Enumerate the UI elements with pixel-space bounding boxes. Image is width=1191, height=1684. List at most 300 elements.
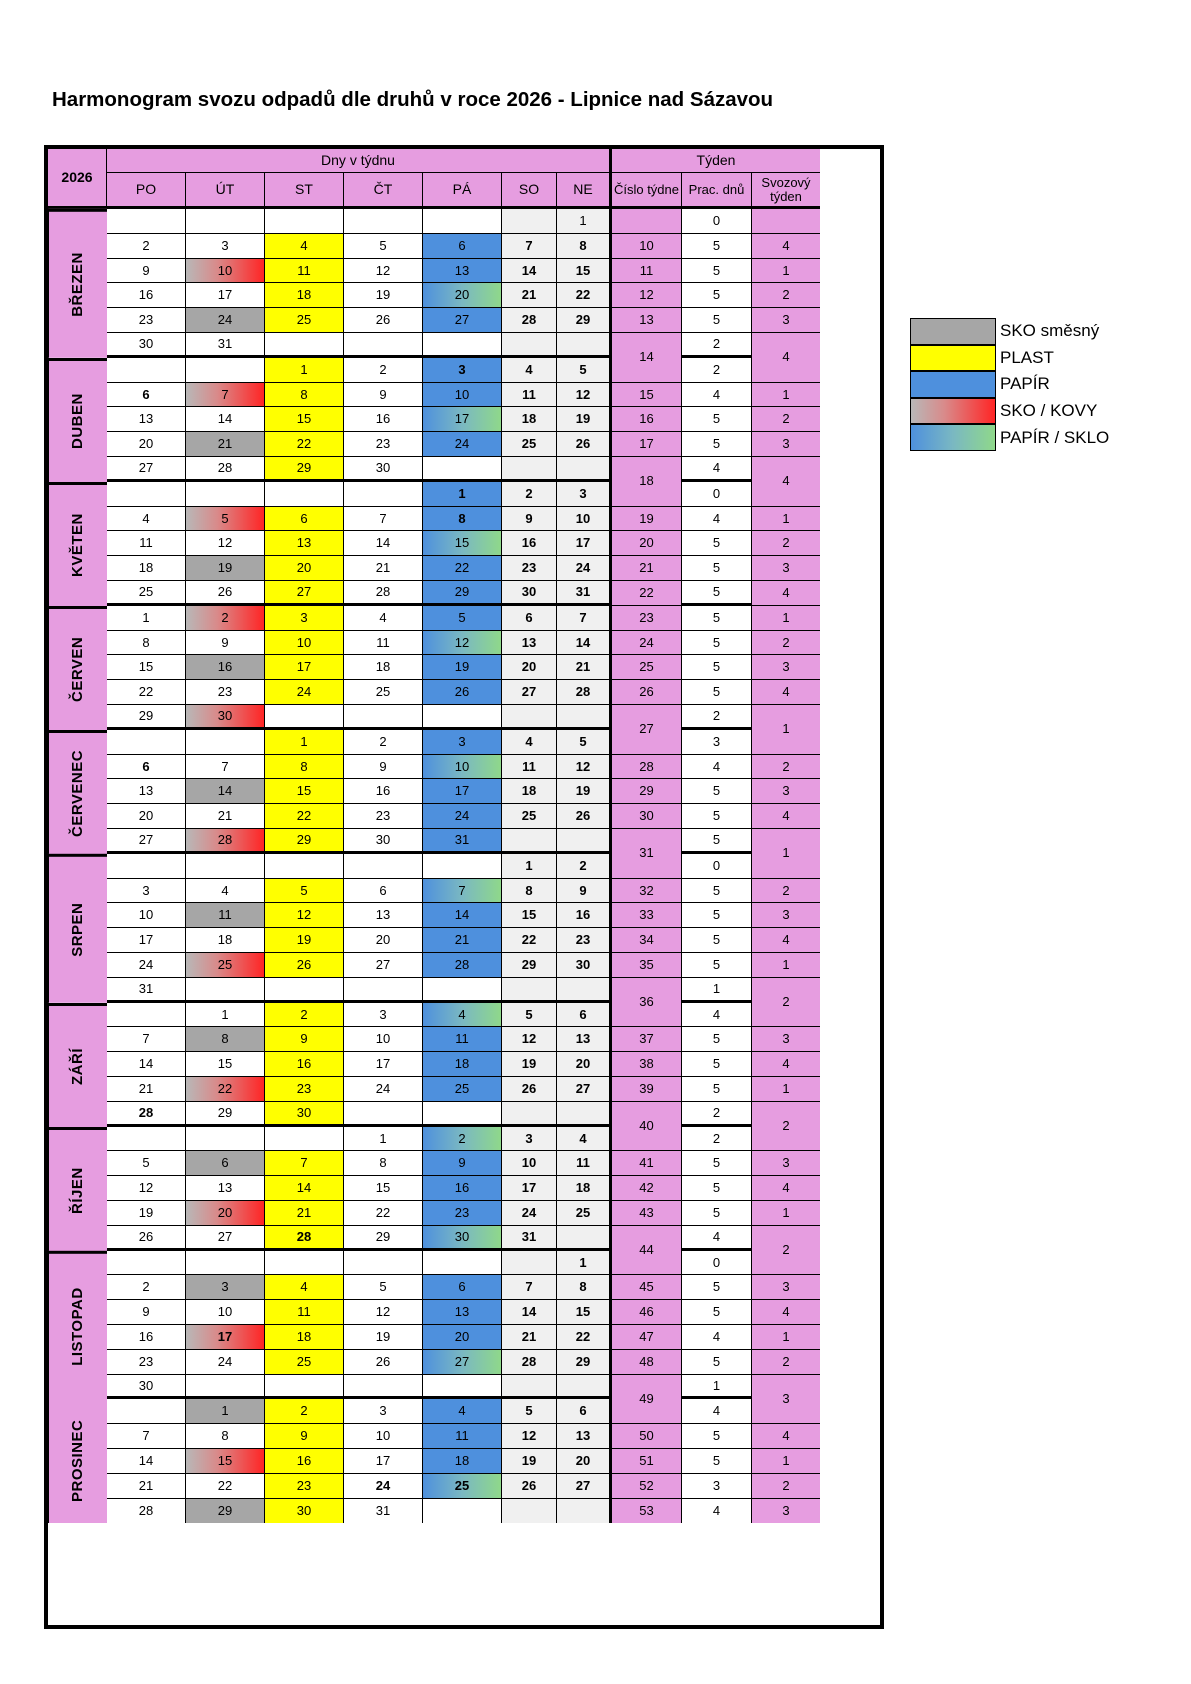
day-cell-mon: 11 (107, 531, 186, 556)
days-group-header: Dny v týdnu (107, 149, 612, 173)
work-days-cell: 4 (682, 383, 752, 408)
day-cell-wed: 4 (265, 1275, 344, 1300)
work-days-cell: 5 (682, 655, 752, 680)
day-cell-thu: 11 (344, 631, 423, 656)
day-cell-fri: 31 (423, 829, 502, 854)
schedule-table (44, 145, 884, 1629)
day-cell-wed: 28 (265, 1226, 344, 1251)
day-cell-sun (557, 705, 612, 730)
day-cell-wed: 1 (265, 730, 344, 755)
day-cell-wed: 10 (265, 631, 344, 656)
day-cell-mon: 9 (107, 259, 186, 284)
day-cell-thu (344, 1102, 423, 1127)
day-cell-tue: 7 (186, 755, 265, 780)
day-cell-fri (423, 1251, 502, 1276)
day-cell-fri (423, 854, 502, 879)
day-cell-thu: 13 (344, 903, 423, 928)
day-cell-wed: 14 (265, 1176, 344, 1201)
day-cell-tue (186, 358, 265, 383)
week-number-cell: 33 (612, 903, 682, 928)
collection-week-cell: 3 (752, 1151, 820, 1176)
day-cell-sun: 20 (557, 1052, 612, 1077)
day-cell-tue: 6 (186, 1151, 265, 1176)
collection-week-cell: 3 (752, 308, 820, 333)
day-cell-mon: 13 (107, 779, 186, 804)
day-cell-thu (344, 1375, 423, 1400)
day-cell-thu: 25 (344, 680, 423, 705)
work-days-cell: 0 (682, 482, 752, 507)
collection-week-cell: 3 (752, 779, 820, 804)
collection-week-cell: 1 (752, 606, 820, 631)
work-days-cell: 4 (682, 457, 752, 482)
day-cell-wed: 7 (265, 1151, 344, 1176)
day-cell-wed: 26 (265, 953, 344, 978)
work-days-cell: 4 (682, 1499, 752, 1524)
work-days-cell: 5 (682, 631, 752, 656)
day-cell-wed: 18 (265, 1325, 344, 1350)
day-cell-sat (502, 1499, 557, 1524)
day-cell-tue (186, 209, 265, 234)
collection-week-cell: 2 (752, 755, 820, 780)
week-number-cell: 48 (612, 1350, 682, 1375)
work-days-cell: 0 (682, 854, 752, 879)
day-cell-thu: 27 (344, 953, 423, 978)
day-cell-thu (344, 854, 423, 879)
day-cell-sat: 26 (502, 1077, 557, 1102)
week-number-header: Číslo týdne (612, 173, 682, 209)
day-cell-fri: 20 (423, 283, 502, 308)
month-label: SRPEN (48, 854, 107, 1003)
day-cell-thu: 23 (344, 432, 423, 457)
day-cell-sun: 22 (557, 1325, 612, 1350)
day-cell-thu: 28 (344, 581, 423, 606)
collection-week-cell: 1 (752, 507, 820, 532)
week-number-cell (612, 209, 682, 234)
day-cell-sun (557, 1375, 612, 1400)
month-label: ŘÍJEN (48, 1127, 107, 1251)
day-cell-sun: 14 (557, 631, 612, 656)
collection-week-cell: 1 (752, 829, 820, 879)
day-cell-tue (186, 1251, 265, 1276)
day-cell-wed (265, 978, 344, 1003)
week-number-cell: 28 (612, 755, 682, 780)
day-cell-mon: 25 (107, 581, 186, 606)
day-cell-tue: 27 (186, 1226, 265, 1251)
day-cell-mon: 6 (107, 383, 186, 408)
day-cell-fri: 19 (423, 655, 502, 680)
work-days-cell: 4 (682, 1003, 752, 1028)
day-cell-thu (344, 482, 423, 507)
day-cell-tue (186, 1127, 265, 1152)
day-cell-tue: 24 (186, 308, 265, 333)
day-cell-sat: 5 (502, 1399, 557, 1424)
day-cell-mon (107, 1127, 186, 1152)
collection-week-cell: 2 (752, 978, 820, 1028)
day-cell-wed: 6 (265, 507, 344, 532)
day-cell-mon: 16 (107, 283, 186, 308)
day-cell-wed: 3 (265, 606, 344, 631)
legend-swatch (910, 371, 996, 398)
day-cell-tue: 18 (186, 928, 265, 953)
day-cell-tue: 22 (186, 1474, 265, 1499)
legend-item (910, 398, 1109, 425)
day-cell-sun: 20 (557, 1449, 612, 1474)
collection-week-cell: 4 (752, 804, 820, 829)
week-number-cell: 17 (612, 432, 682, 457)
day-cell-wed: 30 (265, 1102, 344, 1127)
day-cell-thu: 3 (344, 1399, 423, 1424)
week-number-cell: 43 (612, 1201, 682, 1226)
day-cell-sat: 13 (502, 631, 557, 656)
day-cell-sun: 12 (557, 755, 612, 780)
day-cell-sat: 9 (502, 507, 557, 532)
day-cell-mon: 2 (107, 234, 186, 259)
day-cell-fri: 18 (423, 1052, 502, 1077)
day-cell-tue (186, 854, 265, 879)
day-cell-sat (502, 705, 557, 730)
work-days-cell: 5 (682, 1077, 752, 1102)
collection-week-cell: 4 (752, 234, 820, 259)
day-cell-sun: 29 (557, 308, 612, 333)
day-cell-fri: 27 (423, 1350, 502, 1375)
legend-item (910, 371, 1109, 398)
day-cell-sun: 1 (557, 209, 612, 234)
month-label: DUBEN (48, 358, 107, 482)
day-cell-thu: 17 (344, 1052, 423, 1077)
collection-week-cell: 3 (752, 655, 820, 680)
collection-week-cell: 1 (752, 1201, 820, 1226)
day-cell-wed: 11 (265, 259, 344, 284)
day-cell-thu: 1 (344, 1127, 423, 1152)
day-cell-fri: 14 (423, 903, 502, 928)
day-cell-wed: 1 (265, 358, 344, 383)
day-cell-sat: 20 (502, 655, 557, 680)
day-cell-sat: 18 (502, 407, 557, 432)
work-days-cell: 5 (682, 953, 752, 978)
day-cell-mon: 17 (107, 928, 186, 953)
day-cell-wed: 2 (265, 1003, 344, 1028)
day-cell-sun: 13 (557, 1424, 612, 1449)
collection-week-cell: 2 (752, 531, 820, 556)
day-cell-mon: 16 (107, 1325, 186, 1350)
week-number-cell: 23 (612, 606, 682, 631)
week-number-cell: 27 (612, 705, 682, 755)
day-cell-tue: 19 (186, 556, 265, 581)
day-cell-mon (107, 358, 186, 383)
day-cell-wed: 16 (265, 1052, 344, 1077)
day-cell-thu: 10 (344, 1027, 423, 1052)
legend-item (910, 424, 1109, 451)
day-cell-sat: 14 (502, 259, 557, 284)
week-number-cell: 40 (612, 1102, 682, 1152)
work-days-cell: 5 (682, 234, 752, 259)
week-number-cell: 26 (612, 680, 682, 705)
collection-week-cell: 2 (752, 631, 820, 656)
day-cell-wed (265, 1127, 344, 1152)
day-cell-mon: 19 (107, 1201, 186, 1226)
collection-week-cell: 2 (752, 1474, 820, 1499)
day-cell-mon: 8 (107, 631, 186, 656)
legend-swatch (910, 398, 996, 425)
week-number-cell: 50 (612, 1424, 682, 1449)
day-cell-fri: 10 (423, 755, 502, 780)
day-cell-wed: 24 (265, 680, 344, 705)
day-cell-tue: 26 (186, 581, 265, 606)
day-cell-fri: 22 (423, 556, 502, 581)
day-cell-sun: 30 (557, 953, 612, 978)
day-cell-wed: 2 (265, 1399, 344, 1424)
day-cell-sat: 16 (502, 531, 557, 556)
work-days-cell: 2 (682, 1127, 752, 1152)
day-cell-thu: 29 (344, 1226, 423, 1251)
day-cell-sat: 1 (502, 854, 557, 879)
day-cell-fri: 16 (423, 1176, 502, 1201)
collection-week-cell: 4 (752, 928, 820, 953)
collection-week-cell: 3 (752, 1275, 820, 1300)
day-cell-sun: 17 (557, 531, 612, 556)
day-cell-sat: 14 (502, 1300, 557, 1325)
day-cell-sat: 12 (502, 1424, 557, 1449)
day-cell-wed: 22 (265, 804, 344, 829)
day-cell-sun: 15 (557, 1300, 612, 1325)
day-cell-mon: 13 (107, 407, 186, 432)
day-cell-mon: 21 (107, 1077, 186, 1102)
collection-week-cell: 4 (752, 1176, 820, 1201)
collection-week-cell: 1 (752, 1325, 820, 1350)
day-cell-fri: 27 (423, 308, 502, 333)
day-cell-sun: 31 (557, 581, 612, 606)
day-cell-mon: 6 (107, 755, 186, 780)
page-title: Harmonogram svozu odpadů dle druhů v roce 2026 - Lipnice nad Sázavou (52, 88, 774, 111)
year-header: 2026 (48, 149, 107, 209)
day-cell-sun: 13 (557, 1027, 612, 1052)
day-cell-sun: 26 (557, 432, 612, 457)
day-cell-wed: 9 (265, 1424, 344, 1449)
day-cell-thu: 19 (344, 283, 423, 308)
legend-item (910, 318, 1109, 345)
work-days-cell: 5 (682, 1201, 752, 1226)
collection-week-cell: 3 (752, 432, 820, 457)
day-cell-sat: 7 (502, 234, 557, 259)
day-cell-tue: 30 (186, 705, 265, 730)
day-cell-fri: 5 (423, 606, 502, 631)
day-cell-mon: 9 (107, 1300, 186, 1325)
day-cell-fri: 11 (423, 1424, 502, 1449)
day-cell-fri: 12 (423, 631, 502, 656)
day-cell-thu: 12 (344, 1300, 423, 1325)
collection-week-cell: 2 (752, 1226, 820, 1276)
day-cell-sat (502, 978, 557, 1003)
day-cell-sun: 26 (557, 804, 612, 829)
day-cell-fri: 17 (423, 407, 502, 432)
day-cell-tue: 20 (186, 1201, 265, 1226)
work-days-cell: 5 (682, 1027, 752, 1052)
day-cell-thu: 12 (344, 259, 423, 284)
day-cell-thu: 8 (344, 1151, 423, 1176)
day-cell-sun: 5 (557, 358, 612, 383)
day-cell-mon: 18 (107, 556, 186, 581)
day-cell-wed: 21 (265, 1201, 344, 1226)
day-cell-sat: 23 (502, 556, 557, 581)
day-cell-fri: 29 (423, 581, 502, 606)
day-cell-fri: 4 (423, 1399, 502, 1424)
work-days-cell: 5 (682, 1176, 752, 1201)
week-number-cell: 41 (612, 1151, 682, 1176)
day-cell-sat: 24 (502, 1201, 557, 1226)
day-cell-mon (107, 730, 186, 755)
day-cell-mon: 7 (107, 1424, 186, 1449)
day-cell-mon: 12 (107, 1176, 186, 1201)
collection-week-cell: 3 (752, 1375, 820, 1425)
day-cell-wed: 15 (265, 407, 344, 432)
day-cell-sat: 18 (502, 779, 557, 804)
week-number-cell: 39 (612, 1077, 682, 1102)
day-cell-mon: 23 (107, 308, 186, 333)
day-cell-sat (502, 1375, 557, 1400)
day-cell-tue: 21 (186, 432, 265, 457)
day-cell-wed: 9 (265, 1027, 344, 1052)
day-cell-sun (557, 829, 612, 854)
day-cell-mon: 10 (107, 903, 186, 928)
day-cell-sat: 6 (502, 606, 557, 631)
work-days-cell: 4 (682, 1226, 752, 1251)
work-days-cell: 1 (682, 1375, 752, 1400)
day-cell-sun: 8 (557, 1275, 612, 1300)
day-cell-fri: 26 (423, 680, 502, 705)
week-number-cell: 51 (612, 1449, 682, 1474)
day-cell-thu: 26 (344, 308, 423, 333)
week-number-cell: 22 (612, 581, 682, 606)
work-days-cell: 4 (682, 1399, 752, 1424)
day-cell-sat: 11 (502, 383, 557, 408)
day-cell-thu (344, 705, 423, 730)
day-cell-sun: 11 (557, 1151, 612, 1176)
week-number-cell: 10 (612, 234, 682, 259)
day-cell-wed: 29 (265, 457, 344, 482)
day-header-thu: ČT (344, 173, 423, 209)
week-number-cell: 21 (612, 556, 682, 581)
day-cell-tue: 2 (186, 606, 265, 631)
day-cell-thu (344, 1251, 423, 1276)
work-days-cell: 5 (682, 804, 752, 829)
day-cell-wed: 23 (265, 1474, 344, 1499)
day-cell-thu: 3 (344, 1003, 423, 1028)
work-days-cell: 5 (682, 928, 752, 953)
day-cell-sun (557, 333, 612, 358)
legend-label: PAPÍR / SKLO (1000, 427, 1110, 447)
day-cell-wed: 25 (265, 308, 344, 333)
month-label: ČERVENEC (48, 730, 107, 854)
day-cell-sat: 29 (502, 953, 557, 978)
legend-item (910, 345, 1109, 372)
day-cell-tue: 5 (186, 507, 265, 532)
day-cell-thu (344, 333, 423, 358)
month-label: BŘEZEN (48, 209, 107, 358)
week-number-cell: 45 (612, 1275, 682, 1300)
day-cell-sat: 30 (502, 581, 557, 606)
month-label: ZÁŘÍ (48, 1003, 107, 1127)
day-cell-tue: 29 (186, 1102, 265, 1127)
day-header-mon: PO (107, 173, 186, 209)
work-days-header: Prac. dnů (682, 173, 752, 209)
day-cell-sun: 18 (557, 1176, 612, 1201)
work-days-cell: 5 (682, 531, 752, 556)
day-cell-wed (265, 482, 344, 507)
day-cell-mon: 15 (107, 655, 186, 680)
day-cell-sun: 29 (557, 1350, 612, 1375)
day-cell-tue: 10 (186, 259, 265, 284)
week-number-cell: 52 (612, 1474, 682, 1499)
work-days-cell: 5 (682, 308, 752, 333)
day-header-sat: SO (502, 173, 557, 209)
day-cell-sun: 3 (557, 482, 612, 507)
day-cell-mon: 27 (107, 829, 186, 854)
day-cell-thu: 19 (344, 1325, 423, 1350)
day-cell-sun: 21 (557, 655, 612, 680)
work-days-cell: 5 (682, 1424, 752, 1449)
day-cell-sat (502, 1102, 557, 1127)
day-cell-thu: 21 (344, 556, 423, 581)
day-cell-sat: 28 (502, 1350, 557, 1375)
work-days-cell: 5 (682, 1449, 752, 1474)
day-cell-thu: 30 (344, 457, 423, 482)
collection-week-cell: 4 (752, 581, 820, 606)
week-number-cell: 15 (612, 383, 682, 408)
day-cell-wed: 8 (265, 383, 344, 408)
day-cell-mon: 31 (107, 978, 186, 1003)
day-cell-fri: 15 (423, 531, 502, 556)
day-cell-tue: 28 (186, 829, 265, 854)
day-cell-thu: 2 (344, 730, 423, 755)
day-cell-sat (502, 333, 557, 358)
day-cell-fri: 20 (423, 1325, 502, 1350)
day-cell-mon: 26 (107, 1226, 186, 1251)
day-cell-thu: 16 (344, 779, 423, 804)
day-cell-thu (344, 978, 423, 1003)
day-cell-tue: 8 (186, 1027, 265, 1052)
day-cell-mon: 22 (107, 680, 186, 705)
collection-week-cell: 2 (752, 407, 820, 432)
work-days-cell: 5 (682, 903, 752, 928)
week-number-cell: 14 (612, 333, 682, 383)
day-cell-sun (557, 1499, 612, 1524)
day-cell-thu: 6 (344, 879, 423, 904)
day-cell-sat: 11 (502, 755, 557, 780)
day-cell-mon: 27 (107, 457, 186, 482)
day-cell-wed (265, 1375, 344, 1400)
day-cell-fri: 25 (423, 1077, 502, 1102)
day-cell-mon: 21 (107, 1474, 186, 1499)
work-days-cell: 5 (682, 283, 752, 308)
day-cell-tue: 17 (186, 283, 265, 308)
collection-week-cell: 4 (752, 1424, 820, 1449)
day-cell-fri: 18 (423, 1449, 502, 1474)
day-cell-fri: 3 (423, 730, 502, 755)
collection-week-cell: 3 (752, 903, 820, 928)
day-cell-fri: 11 (423, 1027, 502, 1052)
day-cell-wed: 8 (265, 755, 344, 780)
day-cell-wed: 5 (265, 879, 344, 904)
work-days-cell: 5 (682, 1052, 752, 1077)
day-cell-mon: 30 (107, 1375, 186, 1400)
collection-week-cell (752, 209, 820, 234)
collection-week-cell: 4 (752, 680, 820, 705)
day-cell-fri: 3 (423, 358, 502, 383)
day-cell-sat: 25 (502, 432, 557, 457)
day-cell-sat: 21 (502, 1325, 557, 1350)
day-cell-sun: 15 (557, 259, 612, 284)
day-cell-wed: 25 (265, 1350, 344, 1375)
